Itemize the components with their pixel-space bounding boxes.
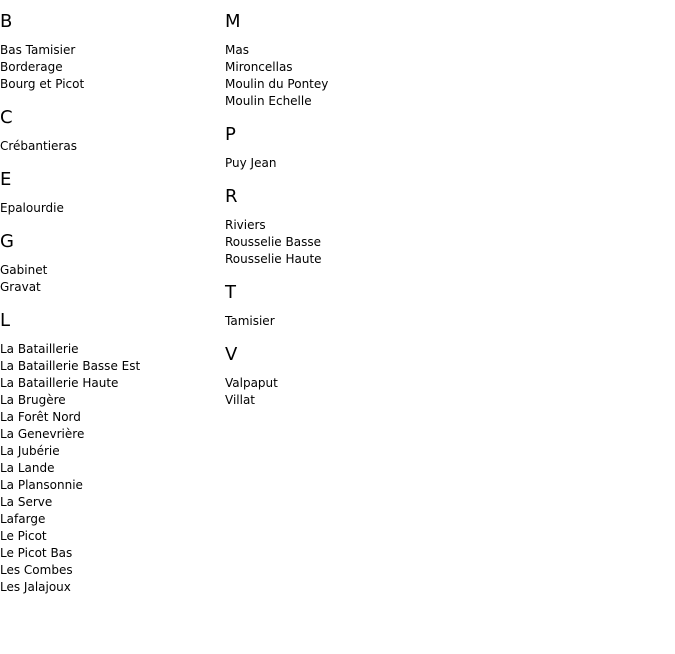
- letter-heading: G: [0, 231, 14, 252]
- letter-heading: P: [225, 124, 236, 145]
- place-name-item[interactable]: Moulin du Pontey: [225, 77, 329, 91]
- place-name-item[interactable]: Villat: [225, 393, 256, 407]
- place-list: [225, 155, 525, 172]
- place-name-item[interactable]: La Brugère: [0, 393, 66, 407]
- place-name-item[interactable]: La Serve: [0, 495, 53, 509]
- letter-heading: T: [225, 282, 236, 303]
- place-name-item[interactable]: Tamisier: [225, 314, 275, 328]
- letter-group-g: [0, 232, 225, 296]
- place-list: [0, 138, 225, 155]
- place-name-item[interactable]: Rousselie Basse: [225, 235, 321, 249]
- letter-heading: C: [0, 107, 13, 128]
- place-name-item[interactable]: La Bataillerie Basse Est: [0, 359, 141, 373]
- letter-heading: V: [225, 344, 238, 365]
- place-name-item[interactable]: Borderage: [0, 60, 63, 74]
- place-list: [0, 262, 225, 296]
- place-name-item[interactable]: Epalourdie: [0, 201, 64, 215]
- place-list: [225, 313, 525, 330]
- letter-heading: R: [225, 186, 238, 207]
- place-name-item[interactable]: Crébantieras: [0, 139, 77, 153]
- place-list: [225, 375, 525, 409]
- place-name-item[interactable]: La Bataillerie Haute: [0, 376, 119, 390]
- place-list: [0, 341, 225, 596]
- place-name-item[interactable]: Les Jalajoux: [0, 580, 71, 594]
- letter-group-e: [0, 170, 225, 217]
- place-name-item[interactable]: Riviers: [225, 218, 266, 232]
- place-name-item[interactable]: La Jubérie: [0, 444, 60, 458]
- place-name-item[interactable]: La Lande: [0, 461, 55, 475]
- place-name-item[interactable]: Mironcellas: [225, 60, 293, 74]
- place-list: [225, 217, 525, 268]
- place-name-item[interactable]: Rousselie Haute: [225, 252, 322, 266]
- letter-group-t: [225, 283, 525, 330]
- place-name-item[interactable]: La Bataillerie: [0, 342, 79, 356]
- letter-group-p: [225, 125, 525, 172]
- place-name-item[interactable]: La Plansonnie: [0, 478, 83, 492]
- place-list: [225, 42, 525, 110]
- place-name-item[interactable]: La Genevrière: [0, 427, 85, 441]
- place-list: [0, 42, 225, 93]
- letter-group-b: [0, 12, 225, 93]
- letter-heading: B: [0, 11, 13, 32]
- place-name-item[interactable]: Gravat: [0, 280, 41, 294]
- place-name-item[interactable]: Bourg et Picot: [0, 77, 85, 91]
- index-column-right: [225, 0, 525, 409]
- letter-heading: E: [0, 169, 12, 190]
- place-name-item[interactable]: Gabinet: [0, 263, 48, 277]
- letter-group-m: [225, 12, 525, 110]
- index-column-left: [0, 0, 225, 596]
- place-name-item[interactable]: Moulin Echelle: [225, 94, 312, 108]
- letter-group-l: [0, 311, 225, 596]
- letter-heading: L: [0, 310, 11, 331]
- place-name-item[interactable]: Le Picot: [0, 529, 47, 543]
- place-list: [0, 200, 225, 217]
- place-name-item[interactable]: La Forêt Nord: [0, 410, 81, 424]
- place-name-item[interactable]: Bas Tamisier: [0, 43, 76, 57]
- letter-group-c: [0, 108, 225, 155]
- letter-group-r: [225, 187, 525, 268]
- letter-heading: M: [225, 11, 241, 32]
- place-name-item[interactable]: Le Picot Bas: [0, 546, 73, 560]
- letter-group-v: [225, 345, 525, 409]
- place-name-item[interactable]: Puy Jean: [225, 156, 277, 170]
- place-name-item[interactable]: Mas: [225, 43, 249, 57]
- place-name-item[interactable]: Les Combes: [0, 563, 73, 577]
- place-name-item[interactable]: Valpaput: [225, 376, 278, 390]
- place-name-item[interactable]: Lafarge: [0, 512, 46, 526]
